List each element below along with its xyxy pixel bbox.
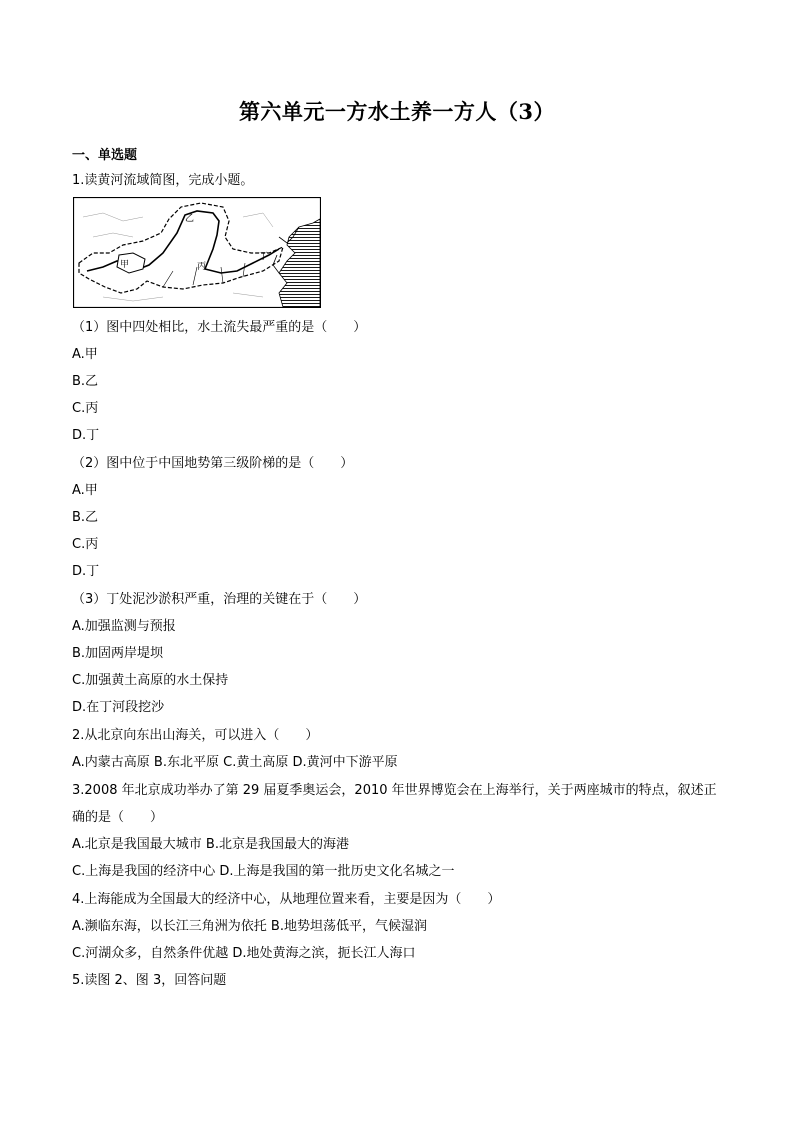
map-label-yi: 乙 (185, 214, 195, 224)
question-2-options: A.内蒙古高原 B.东北平原 C.黄土高原 D.黄河中下游平原 (72, 755, 398, 770)
yellow-river-map (73, 197, 321, 308)
map-label-ding: 丁 (259, 252, 269, 262)
q1-sub1-option-d: D.丁 (72, 428, 100, 443)
q1-sub2-option-d: D.丁 (72, 564, 100, 579)
q1-sub1-option-b: B.乙 (72, 374, 99, 389)
map-label-jia: 甲 (120, 260, 130, 270)
q1-sub1-option-a: A.甲 (72, 347, 98, 362)
question-3-stem: 3.2008 年北京成功举办了第 29 届夏季奥运会，2010 年世界博览会在上海举行，关于两座城市的特点，叙述正确的是（ ） (72, 783, 717, 825)
q1-sub2-stem: （2）图中位于中国地势第三级阶梯的是（ ） (72, 456, 354, 471)
question-4-options-1: A.濒临东海，以长江三角洲为依托 B.地势坦荡低平，气候湿润 (72, 919, 427, 934)
q1-sub3-option-b: B.加固两岸堤坝 (72, 646, 164, 661)
q1-sub1-option-c: C.丙 (72, 401, 99, 416)
q1-sub1-stem: （1）图中四处相比，水土流失最严重的是（ ） (72, 320, 367, 335)
q1-sub3-option-d: D.在丁河段挖沙 (72, 700, 165, 715)
question-4-options-2: C.河湖众多，自然条件优越 D.地处黄海之滨，扼长江人海口 (72, 946, 416, 961)
question-3-options-1: A.北京是我国最大城市 B.北京是我国最大的海港 (72, 837, 349, 852)
question-2-stem: 2.从北京向东出山海关，可以进入（ ） (72, 728, 319, 743)
question-5-stem: 5.读图 2、图 3，回答问题 (72, 973, 227, 988)
page-title: 第六单元一方水土养一方人（3） (238, 99, 556, 124)
q1-sub2-option-b: B.乙 (72, 510, 99, 525)
q1-sub2-option-c: C.丙 (72, 537, 99, 552)
q1-sub3-stem: （3）丁处泥沙淤积严重，治理的关键在于（ ） (72, 592, 367, 607)
q1-sub2-option-a: A.甲 (72, 483, 98, 498)
question-1-stem: 1.读黄河流域简图，完成小题。 (72, 173, 254, 188)
question-3-options-2: C.上海是我国的经济中心 D.上海是我国的第一批历史文化名城之一 (72, 864, 455, 879)
question-4-stem: 4.上海能成为全国最大的经济中心，从地理位置来看，主要是因为（ ） (72, 892, 501, 907)
q1-sub3-option-a: A.加强监测与预报 (72, 619, 176, 634)
q1-sub3-option-c: C.加强黄土高原的水土保持 (72, 673, 229, 688)
section-heading: 一、单选题 (72, 148, 138, 163)
map-label-bing: 丙 (197, 262, 207, 272)
